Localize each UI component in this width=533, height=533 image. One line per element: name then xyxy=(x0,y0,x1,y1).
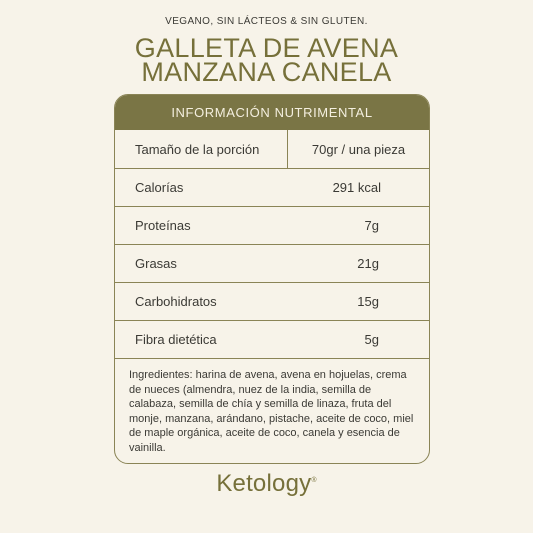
serving-size-value: 70gr / una pieza xyxy=(311,141,406,157)
brand-name: Ketology xyxy=(216,470,312,497)
nutrition-label: Grasas xyxy=(135,256,177,271)
nutrition-row-protein xyxy=(115,207,429,245)
nutrition-label: Fibra dietética xyxy=(135,332,217,347)
nutrition-value: 7g xyxy=(364,218,379,233)
nutrition-header: INFORMACIÓN NUTRIMENTAL xyxy=(115,95,429,130)
ingredients-text: Ingredientes: harina de avena, avena en hojuelas, crema de nueces (almendra, nuez de la india, semilla de calabaza, semilla de chía y semilla de linaza, fruta del monje, manzana, arándano, pistache, aceite de coco, miel de maple orgánica, aceite de coco, canela y esencia de vainilla. xyxy=(129,369,414,454)
nutrition-value: 15g xyxy=(357,294,379,309)
nutrition-value: 21g xyxy=(357,256,379,271)
product-title-line-1: GALLETA DE AVENA xyxy=(134,33,399,63)
registered-mark: ® xyxy=(311,477,317,484)
nutrition-label: Carbohidratos xyxy=(135,294,217,309)
nutrition-row-fiber xyxy=(115,321,429,359)
serving-size-label: Tamaño de la porción xyxy=(115,130,288,168)
serving-size-row xyxy=(115,130,429,169)
nutrition-row-carbs xyxy=(115,283,429,321)
brand-logo xyxy=(0,470,533,498)
nutrition-label: Proteínas xyxy=(135,218,191,233)
product-title-line-2: MANZANA CANELA xyxy=(141,57,392,87)
nutrition-value: 291 kcal xyxy=(332,180,381,195)
product-title xyxy=(0,33,533,87)
nutrition-row-calories xyxy=(115,169,429,207)
nutrition-label: Calorías xyxy=(135,180,184,195)
nutrition-value: 5g xyxy=(364,332,379,347)
nutrition-row-fat xyxy=(115,245,429,283)
tagline: VEGANO, SIN LÁCTEOS & SIN GLUTEN. xyxy=(165,16,368,27)
nutrition-card xyxy=(114,94,430,464)
